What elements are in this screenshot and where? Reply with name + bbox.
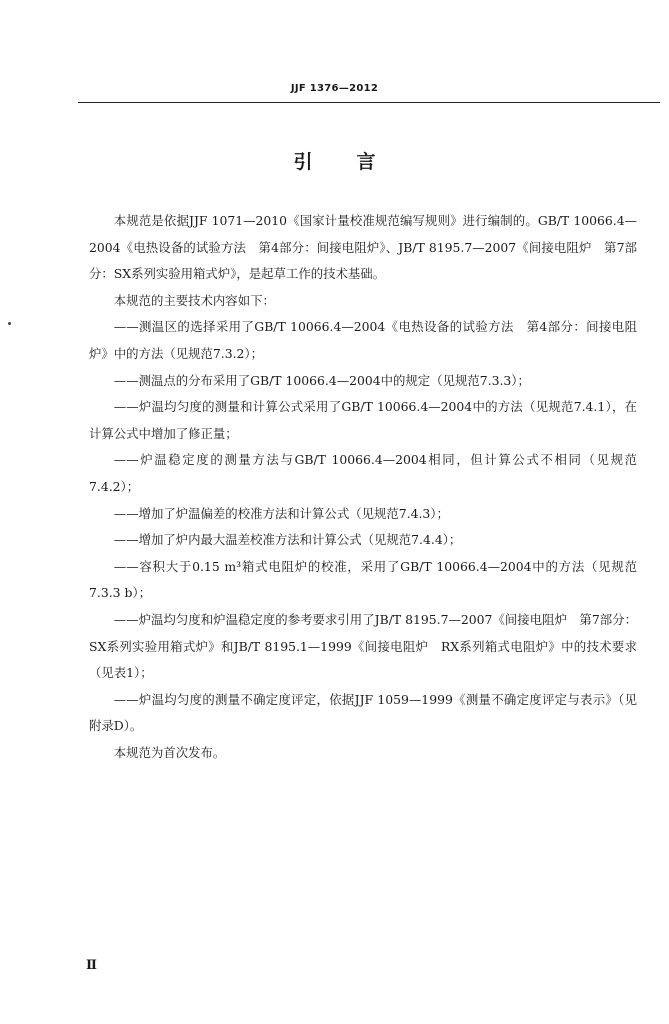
scan-edge-mark (8, 322, 11, 325)
list-item-deviation: ——增加了炉温偏差的校准方法和计算公式（见规范7.4.3）； (113, 505, 449, 521)
paragraph-first-release: 本规范为首次发布。 (113, 744, 226, 760)
list-item-measurement-points: ——测温点的分布采用了GB/T 10066.4—2004中的规定（见规范7.3.3）； (113, 372, 530, 388)
page-number: Ⅱ (86, 958, 97, 973)
list-item-uncertainty: ——炉温均匀度的测量不确定度评定，依据JJF 1059—1999《测量不确定度评定与表示》（见附录D）。 (89, 691, 637, 734)
paragraph-main-contents-intro: 本规范的主要技术内容如下： (113, 292, 275, 308)
introduction-body (89, 208, 637, 766)
list-item-stability: ——炉温稳定度的测量方法与GB/T 10066.4—2004相同，但计算公式不相同（见规范7.4.2）； (89, 452, 637, 494)
page-title: 引言 (293, 151, 420, 173)
list-item-uniformity: ——炉温均匀度的测量和计算公式采用了GB/T 10066.4—2004中的方法（见规范7.4.1），在计算公式中增加了修正量； (89, 399, 637, 441)
header-rule (78, 102, 660, 103)
list-item-max-difference: ——增加了炉内最大温差校准方法和计算公式（见规范7.4.4）； (113, 532, 462, 548)
list-item-test-zone: ——测温区的选择采用了GB/T 10066.4—2004《电热设备的试验方法 第4部分：间接电阻炉》中的方法（见规范7.3.2）； (89, 319, 637, 361)
list-item-large-volume: ——容积大于0.15 m³箱式电阻炉的校准，采用了GB/T 10066.4—2004中的方法（见规范7.3.3 b）； (89, 558, 637, 601)
standard-code-header: JJF 1376—2012 (290, 83, 379, 94)
list-item-reference-requirements: ——炉温均匀度和炉温稳定度的参考要求引用了JB/T 8195.7—2007《间接电阻炉 第7部分：SX系列实验用箱式炉》和JB/T 8195.1—1999《间接电阻炉 RX系列箱式电阻炉》中的技术要求（见表1）； (89, 611, 637, 681)
paragraph-basis: 本规范是依据JJF 1071—2010《国家计量校准规范编写规则》进行编制的。GB/T 10066.4—2004《电热设备的试验方法 第4部分：间接电阻炉》、JB/T 8195.7—2007《间接电阻炉 第7部分：SX系列实验用箱式炉》，是起草工作的技术基础。 (89, 213, 637, 282)
